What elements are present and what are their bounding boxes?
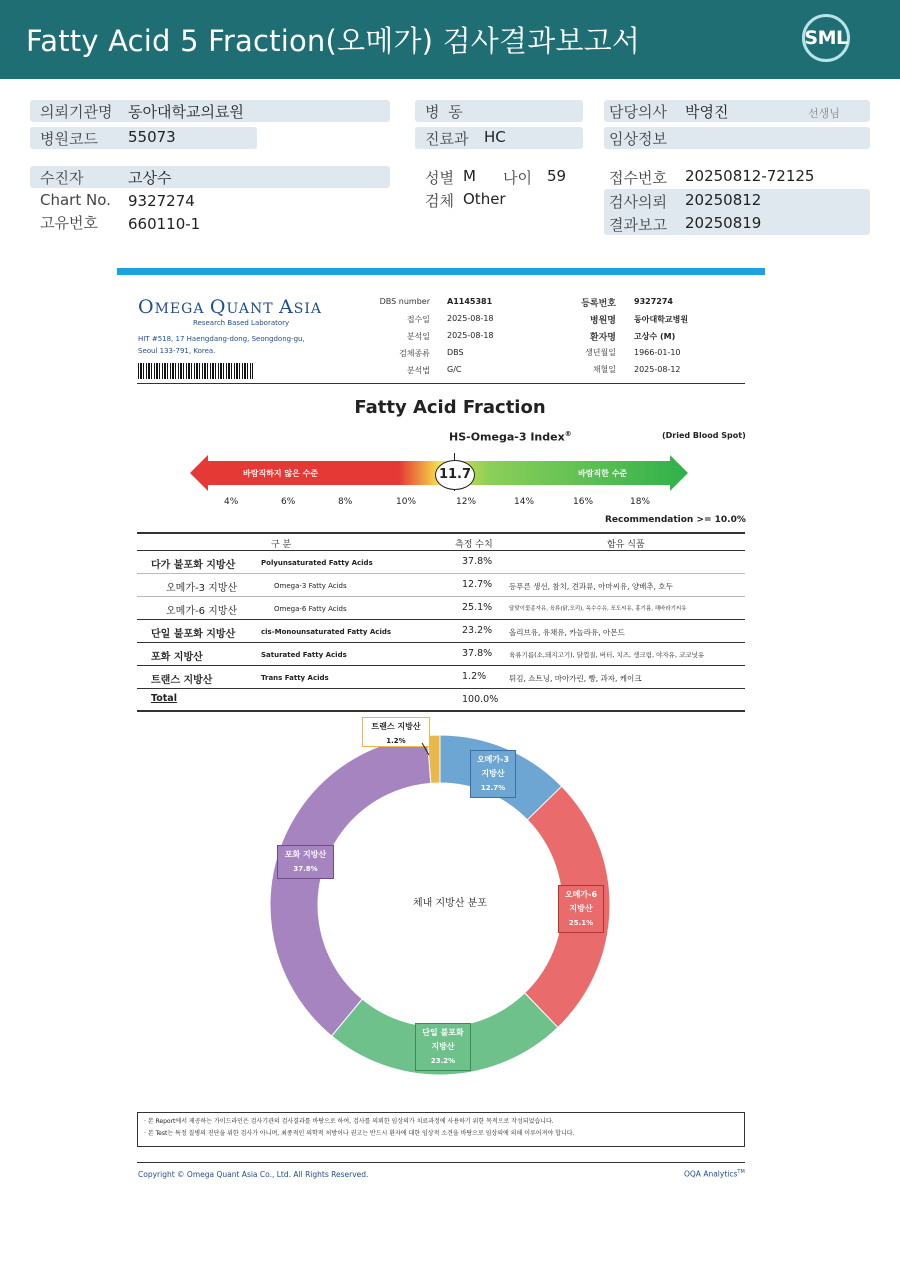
logo-word-b: UANT: [226, 301, 274, 317]
row-english: Omega-6 Fatty Acids: [274, 605, 347, 613]
meta-right-value: 고상수 (M): [634, 332, 676, 341]
row-value: 12.7%: [462, 579, 493, 590]
th-foods: 함유 식품: [607, 540, 645, 550]
row-english: Omega-3 Fatty Acids: [274, 582, 347, 590]
meta-right-value: 동아대학교병원: [634, 315, 689, 324]
row-rule: [137, 573, 745, 574]
unique-value: 660110-1: [128, 215, 201, 233]
meta-left-label: 분석법: [406, 366, 430, 375]
hospital-code-label: 병원코드: [40, 130, 98, 148]
row-english: Saturated Fatty Acids: [261, 651, 347, 659]
lab-address-2: Seoul 133-791, Korea.: [138, 347, 216, 355]
index-value: 11.7: [435, 460, 475, 490]
disclaimer-2: · 본 Test는 특정 질병의 진단을 위한 검사가 아니며, 최종적인 의학적 처방이나 권고는 반드시 환자에 대한 임상적 소견을 바탕으로 임상의에 의해 이루어져야 합니다.: [144, 1130, 575, 1137]
scale-tick: 4%: [224, 497, 239, 507]
oqa-analytics: [684, 1169, 745, 1179]
meta-left-label: 분석일: [406, 332, 430, 341]
meta-left-label: DBS number: [379, 297, 430, 306]
report-date-value: 20250819: [685, 214, 762, 232]
donut-slice-label: [470, 750, 516, 798]
slice-label-value: 12.7%: [480, 784, 506, 792]
sml-logo: [796, 12, 856, 66]
receipt-label: 접수번호: [609, 169, 667, 187]
row-value: 25.1%: [462, 602, 493, 613]
patient-label: 수진자: [40, 169, 84, 187]
meta-right-value: 2025-08-12: [634, 365, 681, 374]
meta-left-value: G/C: [447, 365, 462, 374]
chart-label: Chart No.: [40, 191, 111, 209]
specimen-value: Other: [463, 190, 506, 208]
slice-label-value: 1.2%: [386, 737, 406, 745]
disclaimer-1: · 본 Report에서 제공하는 가이드라인은 검사기관의 검사결과를 바탕으로 하여, 검사를 의뢰한 임상의가 치료과정에 사용하기 위한 목적으로 작성되었습니다.: [144, 1118, 554, 1125]
slice-label-text: 포화 지방산: [284, 850, 327, 859]
report-title: Fatty Acid 5 Fraction(오메가) 검사결과보고서: [26, 24, 641, 58]
donut-slice-label: [558, 885, 604, 933]
slice-label-text: 지방산: [569, 904, 593, 913]
slice-label-text: 오메가-6: [564, 890, 598, 899]
undesirable-label: 바람직하지 않은 수준: [243, 469, 319, 478]
row-value: 23.2%: [462, 625, 493, 636]
sex-value: M: [463, 167, 476, 185]
hs-omega-sup: ®: [564, 430, 572, 438]
row-name: 포화 지방산: [151, 652, 203, 663]
report-date-label: 결과보고: [609, 216, 667, 234]
row-name: 다가 불포화 지방산: [151, 560, 236, 571]
row-rule: [137, 642, 745, 643]
lab-subtitle: Research Based Laboratory: [193, 319, 290, 327]
oqa-logo: [138, 296, 322, 318]
row-foods: 튀김, 쇼트닝, 마아가린, 빵, 과자, 케이크: [509, 674, 642, 683]
row-name: 단일 불포화 지방산: [151, 629, 236, 640]
hs-omega-text: HS-Omega-3 Index: [449, 430, 565, 444]
slice-label-value: 25.1%: [568, 919, 594, 927]
logo-word-c: SIA: [293, 301, 322, 317]
meta-right-label: 생년월일: [585, 348, 616, 357]
copyright: Copyright © Omega Quant Asia Co., Ltd. All Rights Reserved.: [138, 1170, 369, 1179]
chart-value: 9327274: [128, 192, 195, 210]
meta-right-value: 9327274: [634, 297, 673, 306]
specimen-label: 검체: [425, 192, 454, 210]
logo-initial-o: O: [138, 296, 155, 318]
th-value: 측정 수치: [455, 540, 493, 550]
row-rule: [137, 665, 745, 666]
meta-rule: [137, 383, 745, 384]
lab-address-1: HIT #518, 17 Haengdang-dong, Seongdong-gu,: [138, 335, 305, 343]
section-divider: [117, 268, 765, 275]
request-value: 20250812: [685, 191, 762, 209]
row-english: Trans Fatty Acids: [261, 674, 329, 682]
disclaimer-box: [137, 1112, 745, 1147]
hs-omega-title: [449, 430, 572, 444]
row-name: 오메가-3 지방산: [166, 583, 238, 594]
logo-text: SML: [804, 27, 848, 49]
slice-label-text: 지방산: [481, 769, 505, 778]
row-value: 1.2%: [462, 671, 487, 682]
footer-rule: [137, 1162, 745, 1163]
meta-right-label: 등록번호: [581, 299, 616, 309]
ward-label: 병 동: [425, 103, 465, 121]
scale-tick: 16%: [573, 497, 594, 507]
scale-tick: 10%: [396, 497, 417, 507]
logo-word-a: MEGA: [154, 301, 205, 317]
row-value: 37.8%: [462, 648, 493, 659]
donut-slice-label: [415, 1023, 471, 1071]
age-label: 나이: [503, 169, 532, 187]
meta-left-label: 검체종류: [399, 349, 430, 358]
th-category: 구 분: [271, 540, 292, 550]
row-name: 트랜스 지방산: [151, 675, 213, 686]
meta-left-value: A1145381: [447, 297, 493, 306]
request-label: 검사의뢰: [609, 193, 667, 211]
meta-left-value: DBS: [447, 348, 464, 357]
scale-tick: 18%: [630, 497, 651, 507]
clinical-label: 임상정보: [609, 130, 667, 148]
slice-label-value: 23.2%: [430, 1057, 456, 1065]
donut-slice-label: [362, 717, 430, 747]
slice-label-value: 37.8%: [293, 865, 318, 873]
row-rule: [137, 596, 745, 597]
hospital-code-value: 55073: [128, 128, 176, 146]
desirable-label: 바람직한 수준: [578, 469, 628, 478]
meta-left-value: 2025-08-18: [447, 331, 494, 340]
dept-label: 진료과: [425, 130, 469, 148]
barcode: [138, 363, 253, 379]
doctor-value: 박영진: [685, 103, 729, 121]
doctor-label: 담당의사: [609, 103, 667, 121]
row-foods: 등푸른 생선, 참치, 견과류, 아마씨유, 양배추, 호두: [509, 582, 673, 591]
meta-right-label: 채혈일: [592, 365, 616, 374]
table-bottom-rule: [137, 710, 745, 712]
fatty-acid-title: Fatty Acid Fraction: [354, 397, 546, 418]
slice-label-text: 오메가-3: [476, 755, 510, 764]
row-rule: [137, 688, 745, 689]
receipt-value: 20250812-72125: [685, 167, 815, 185]
sex-label: 성별: [425, 169, 454, 187]
logo-initial-q: Q: [209, 296, 227, 318]
row-name: 오메가-6 지방산: [166, 606, 238, 617]
donut-slice-label: [277, 845, 334, 879]
slice-label-text: 트랜스 지방산: [371, 722, 421, 731]
scale-tick: 12%: [456, 497, 477, 507]
scale-tick: 14%: [514, 497, 535, 507]
meta-left-label: 접수일: [406, 315, 430, 324]
institution-value: 동아대학교의료원: [128, 103, 244, 121]
table-top-rule: [137, 532, 745, 534]
doctor-suffix: 선생님: [808, 107, 840, 120]
report-header: [0, 0, 900, 79]
meta-right-label: 환자명: [589, 333, 616, 343]
scale-tick: 8%: [338, 497, 353, 507]
row-english: Polyunsaturated Fatty Acids: [261, 559, 373, 567]
meta-right-label: 병원명: [589, 316, 616, 326]
dept-value: HC: [484, 128, 506, 146]
dried-blood-spot: (Dried Blood Spot): [662, 431, 746, 440]
total-value: 100.0%: [462, 694, 499, 705]
row-english: cis-Monounsaturated Fatty Acids: [261, 628, 392, 636]
patient-value: 고상수: [128, 169, 172, 187]
table-header-rule: [137, 550, 745, 551]
meta-left-value: 2025-08-18: [447, 314, 494, 323]
meta-right-value: 1966-01-10: [634, 348, 681, 357]
row-foods: 달맞이꽃종자유, 육류(닭,오리), 옥수수유, 포도씨유, 홍기름, 해바라기씨유: [509, 606, 687, 612]
logo-initial-a: A: [279, 296, 294, 318]
recommendation: Recommendation >= 10.0%: [605, 515, 746, 525]
row-value: 37.8%: [462, 556, 493, 567]
oqa-brand: OQA Analytics: [684, 1169, 738, 1179]
total-label: Total: [151, 693, 177, 704]
patient-bar: [30, 166, 390, 188]
institution-label: 의뢰기관명: [40, 103, 113, 121]
donut-center-label: 체내 지방산 분포: [413, 898, 487, 909]
slice-label-text: 지방산: [431, 1042, 455, 1051]
age-value: 59: [547, 167, 567, 185]
row-foods: 올리브유, 유채유, 카놀라유, 아몬드: [509, 628, 625, 637]
row-rule: [137, 619, 745, 620]
donut-slice: [270, 735, 431, 1036]
row-foods: 육류기름(소,돼지고기), 닭껍질, 버터, 치즈, 생크림, 야자유, 코코넛유: [509, 651, 705, 659]
scale-tick: 6%: [281, 497, 296, 507]
unique-label: 고유번호: [40, 214, 98, 232]
slice-label-text: 단일 불포화: [422, 1028, 464, 1037]
oqa-tm: TM: [737, 1169, 745, 1175]
